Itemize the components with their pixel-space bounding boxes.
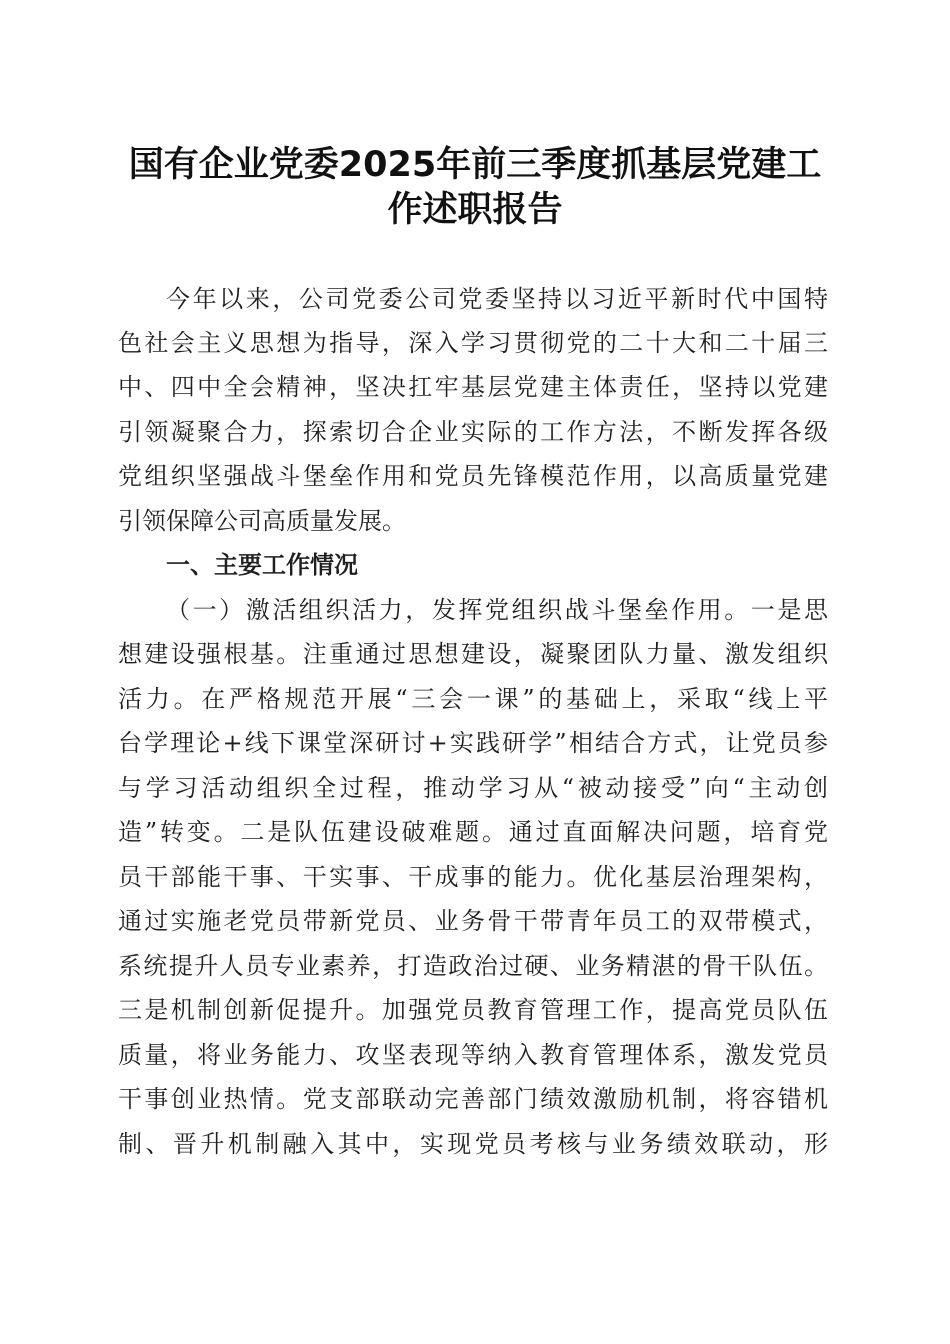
paragraph-line: 中、四中全会精神，坚决扛牢基层党建主体责任，坚持以党建	[118, 373, 828, 401]
paragraph-line: 活力。在严格规范开展“三会一课”的基础上，采取“线上平	[118, 685, 828, 713]
paragraph-line: 今年以来，公司党委公司党委坚持以习近平新时代中国特	[166, 285, 828, 313]
paragraph-line: 党组织坚强战斗堡垒作用和党员先锋模范作用，以高质量党建	[118, 462, 828, 490]
document-title-line-1: 国有企业党委2025年前三季度抓基层党建工	[128, 145, 822, 185]
paragraph-line: 引领保障公司高质量发展。	[118, 507, 406, 535]
paragraph-line: 造”转变。二是队伍建设破难题。通过直面解决问题，培育党	[118, 818, 828, 846]
section-heading: 一、主要工作情况	[166, 551, 358, 579]
paragraph-line: 台学理论+线下课堂深研讨+实践研学”相结合方式，让党员参	[118, 729, 828, 757]
paragraph-line: 三是机制创新促提升。加强党员教育管理工作，提高党员队伍	[118, 996, 828, 1024]
paragraph-line: 想建设强根基。注重通过思想建设，凝聚团队力量、激发组织	[118, 640, 828, 668]
document-title-line-2: 作述职报告	[387, 190, 563, 230]
paragraph-line: 色社会主义思想为指导，深入学习贯彻党的二十大和二十届三	[118, 329, 828, 357]
paragraph-line: 质量，将业务能力、攻坚表现等纳入教育管理体系，激发党员	[118, 1041, 828, 1069]
paragraph-line: 员干部能干事、干实事、干成事的能力。优化基层治理架构，	[118, 863, 828, 891]
paragraph-line: 通过实施老党员带新党员、业务骨干带青年员工的双带模式，	[118, 907, 828, 935]
paragraph-line: （一）激活组织活力，发挥党组织战斗堡垒作用。一是思	[166, 596, 828, 624]
paragraph-line: 引领凝聚合力，探索切合企业实际的工作方法，不断发挥各级	[118, 418, 828, 446]
paragraph-line: 制、晋升机制融入其中，实现党员考核与业务绩效联动，形	[118, 1130, 828, 1158]
paragraph-line: 干事创业热情。党支部联动完善部门绩效激励机制，将容错机	[118, 1085, 828, 1113]
paragraph-line: 系统提升人员专业素养，打造政治过硬、业务精湛的骨干队伍。	[118, 952, 828, 980]
paragraph-line: 与学习活动组织全过程，推动学习从“被动接受”向“主动创	[118, 774, 828, 802]
